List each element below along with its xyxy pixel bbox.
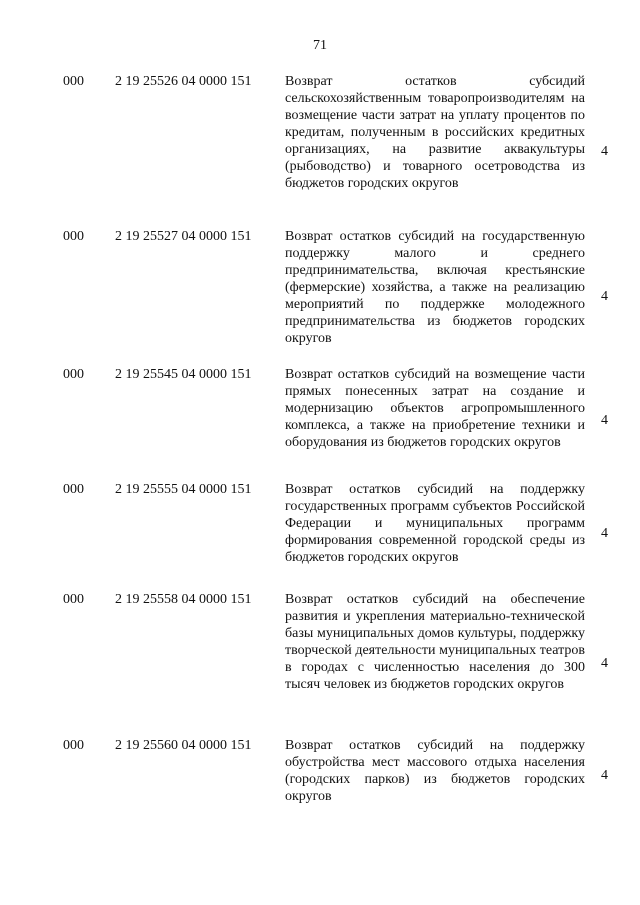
level-value: 4 — [601, 768, 608, 783]
row-description: Возврат остатков субсидий на возмещение части прямых понесенных затрат на создание и модернизацию объектов агропромышленного комплекса, а также на приобретение техники и оборудования из бюджетов городских округов — [285, 367, 585, 450]
row-description: Возврат остатков субсидий на обеспечение развития и укрепления материально-технической базы муниципальных домов культуры, поддержку творческой деятельности муниципальных театров в городах с численностью населения до 300 тысяч человек из бюджетов городских округов — [285, 592, 585, 692]
budget-code: 2 19 25526 04 0000 151 — [115, 74, 252, 89]
admin-code: 000 — [63, 482, 84, 497]
admin-code: 000 — [63, 592, 84, 607]
budget-code: 2 19 25558 04 0000 151 — [115, 592, 252, 607]
row-description: Возврат остатков субсидий на государственную поддержку малого и среднего предпринимательства, включая крестьянские (фермерские) хозяйства, а также на реализацию мероприятий по поддержке молодежного предпринимательства из бюджетов городских округов — [285, 229, 585, 346]
level-value: 4 — [601, 413, 608, 428]
level-value: 4 — [601, 144, 608, 159]
row-description: Возврат остатков субсидий на поддержку обустройства мест массового отдыха населения (городских парков) из бюджетов городских округов — [285, 738, 585, 804]
level-value: 4 — [601, 289, 608, 304]
budget-code: 2 19 25560 04 0000 151 — [115, 738, 252, 753]
admin-code: 000 — [63, 367, 84, 382]
row-description: Возврат остатков субсидий сельскохозяйственным товаропроизводителям на возмещение части затрат на уплату процентов по кредитам, полученным в российских кредитных организациях, на развитие аквакультуры (рыбоводство) и товарного осетроводства из бюджетов городских округов — [285, 74, 585, 191]
budget-code: 2 19 25545 04 0000 151 — [115, 367, 252, 382]
admin-code: 000 — [63, 74, 84, 89]
budget-code: 2 19 25527 04 0000 151 — [115, 229, 252, 244]
level-value: 4 — [601, 656, 608, 671]
admin-code: 000 — [63, 229, 84, 244]
level-value: 4 — [601, 526, 608, 541]
row-description: Возврат остатков субсидий на поддержку государственных программ субъектов Российской Федерации и муниципальных программ формирования современной городской среды из бюджетов городских округов — [285, 482, 585, 565]
page-number: 71 — [313, 38, 327, 53]
admin-code: 000 — [63, 738, 84, 753]
budget-code: 2 19 25555 04 0000 151 — [115, 482, 252, 497]
